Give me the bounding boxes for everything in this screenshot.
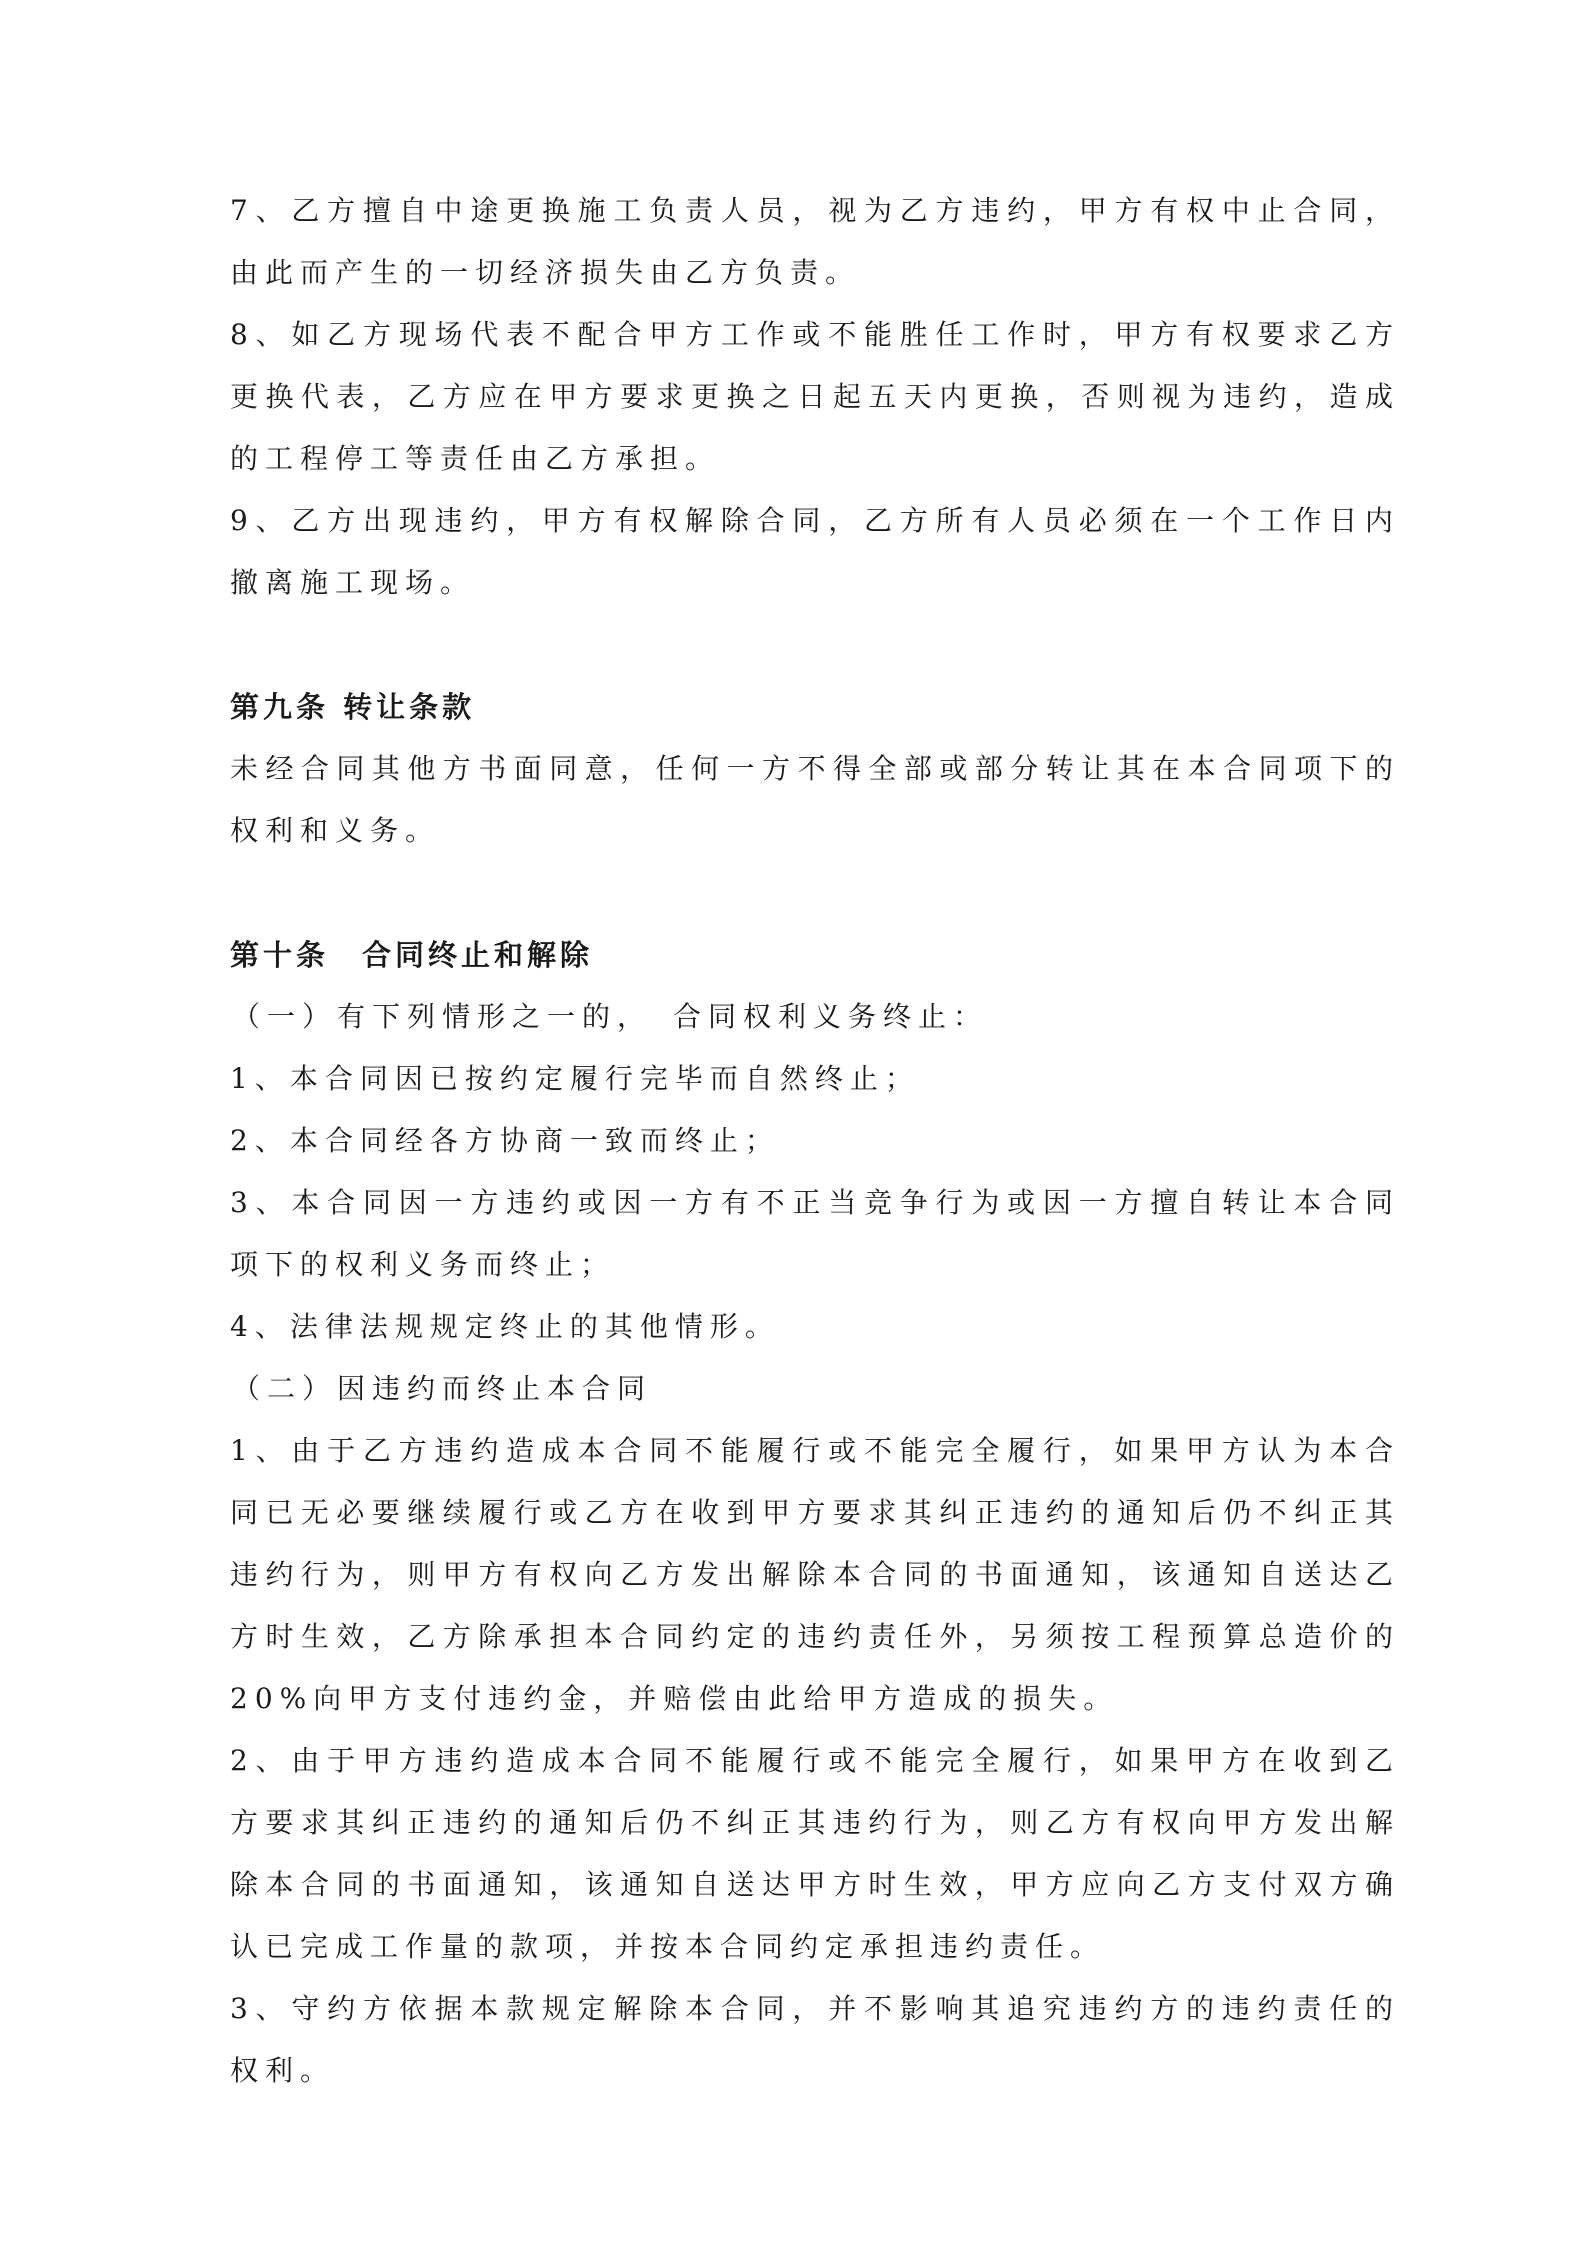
section-10-part-1-heading: （一）有下列情形之一的， 合同权利义务终止：: [232, 1000, 989, 1033]
section-spacer: [230, 862, 1400, 924]
section-10-part-2-item-3: 3、守约方依据本款规定解除本合同，并不影响其追究违约方的违约责任的权利。: [230, 1992, 1400, 2087]
section-10-part-2-item-2: 2、由于甲方违约造成本合同不能履行或不能完全履行，如果甲方在收到乙方要求其纠正违约的通知后仍不纠正其违约行为，则乙方有权向甲方发出解除本合同的书面通知，该通知自送达甲方时生效，甲方应向乙方支付双方确认已完成工作量的款项，并按本合同约定承担违约责任。: [230, 1744, 1400, 1963]
clause-8-item-9: 9、乙方出现违约，甲方有权解除合同，乙方所有人员必须在一个工作日内撤离施工现场。: [230, 504, 1400, 599]
section-10-part-2-heading: （二）因违约而终止本合同: [232, 1372, 653, 1405]
section-10-part-1-item-4: 4、法律法规规定终止的其他情形。: [230, 1310, 780, 1343]
clause-8-item-8: 8、如乙方现场代表不配合甲方工作或不能胜任工作时，甲方有权要求乙方更换代表，乙方应在甲方要求更换之日起五天内更换，否则视为违约，造成的工程停工等责任由乙方承担。: [230, 318, 1400, 475]
section-9-title: 第九条 转让条款: [230, 690, 476, 724]
section-spacer: [230, 614, 1400, 676]
section-9-body: 未经合同其他方书面同意，任何一方不得全部或部分转让其在本合同项下的权利和义务。: [230, 752, 1400, 847]
section-10-title: 第十条 合同终止和解除: [230, 938, 594, 972]
clause-8-item-7: 7、乙方擅自中途更换施工负责人员，视为乙方违约，甲方有权中止合同，由此而产生的一切经济损失由乙方负责。: [230, 194, 1400, 289]
document-page: [230, 180, 1400, 2102]
section-10-part-1-item-2: 2、本合同经各方协商一致而终止；: [230, 1124, 780, 1157]
section-10-part-1-item-3: 3、本合同因一方违约或因一方有不正当竞争行为或因一方擅自转让本合同项下的权利义务而终止；: [230, 1186, 1400, 1281]
section-10-part-2-item-1: 1、由于乙方违约造成本合同不能履行或不能完全履行，如果甲方认为本合同已无必要继续履行或乙方在收到甲方要求其纠正违约的通知后仍不纠正其违约行为，则甲方有权向乙方发出解除本合同的书面通知，该通知自送达乙方时生效，乙方除承担本合同约定的违约责任外，另须按工程预算总造价的20%向甲方支付违约金，并赔偿由此给甲方造成的损失。: [230, 1434, 1400, 1715]
section-10-part-1-item-1: 1、本合同因已按约定履行完毕而自然终止；: [230, 1062, 920, 1095]
